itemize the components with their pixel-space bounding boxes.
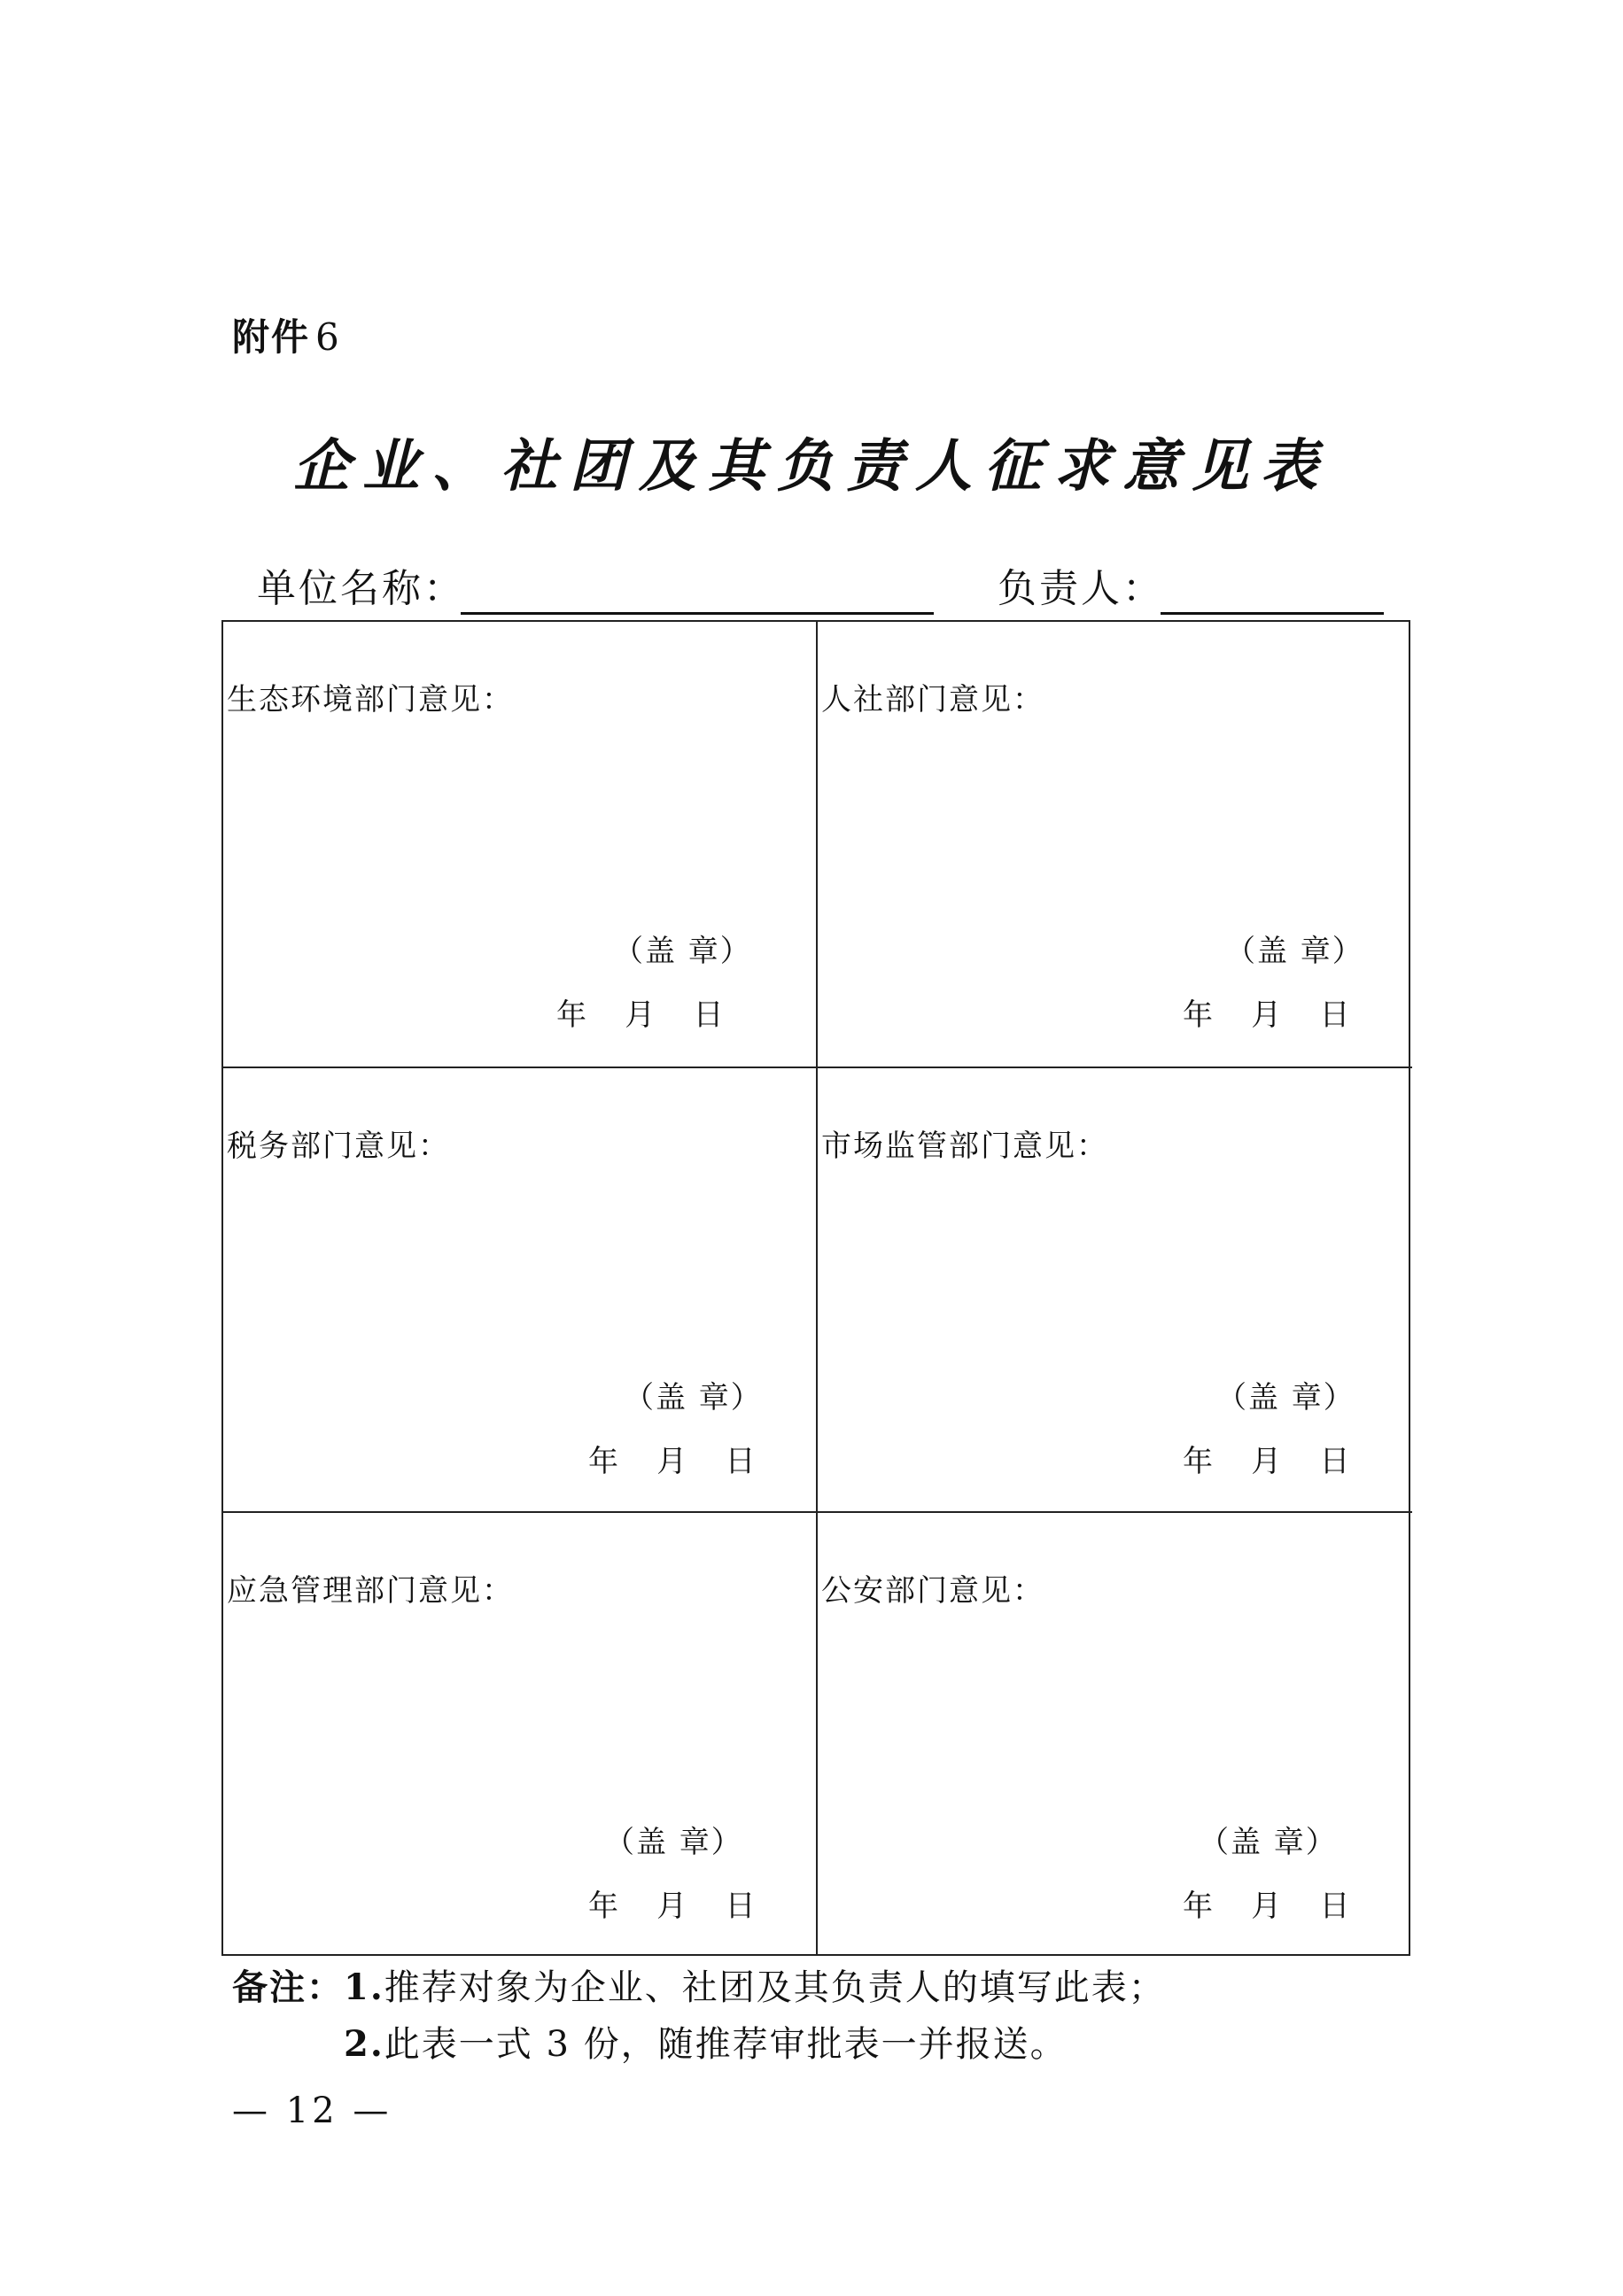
note-index: 2.	[344, 2023, 384, 2065]
seal-text: （盖 章）	[1199, 1825, 1338, 1860]
attachment-label	[232, 308, 341, 361]
date-text: 年 月 日	[1183, 1889, 1350, 1924]
date-text: 年 月 日	[556, 997, 724, 1033]
note-line-1	[232, 1959, 1166, 2016]
date-text: 年 月 日	[1183, 997, 1350, 1033]
page-number: — 12 —	[232, 2090, 392, 2131]
cell-label: 人社部门意见：	[821, 682, 1044, 718]
opinion-cell-tax[interactable]	[223, 1067, 818, 1511]
opinion-cell-hr[interactable]	[818, 622, 1412, 1067]
date-text: 年 月 日	[588, 1889, 756, 1924]
seal-text: （盖 章）	[613, 934, 752, 969]
note-line-2	[232, 2016, 1166, 2073]
seal-text: （盖 章）	[1225, 934, 1364, 969]
form-title: 企业、社团及其负责人征求意见表	[293, 433, 1330, 500]
opinion-table	[221, 620, 1410, 1956]
seal-text: （盖 章）	[624, 1380, 763, 1416]
responsible-field[interactable]	[1161, 612, 1384, 615]
attachment-text: 附件	[232, 315, 311, 359]
note-text: 推荐对象为企业、社团及其负责人的填写此表；	[384, 1967, 1166, 2008]
opinion-cell-police[interactable]	[818, 1511, 1412, 1956]
cell-label: 税务部门意见：	[227, 1129, 450, 1164]
notes-section	[232, 1959, 1166, 2073]
seal-text: （盖 章）	[1216, 1380, 1355, 1416]
cell-label: 生态环境部门意见：	[227, 682, 514, 718]
notes-lead: 备注：	[232, 1967, 344, 2008]
opinion-cell-emergency[interactable]	[223, 1511, 818, 1956]
note-index: 1.	[344, 1966, 384, 2008]
attachment-number: 6	[315, 315, 341, 359]
unit-name-field[interactable]	[461, 612, 934, 615]
unit-name-label: 单位名称：	[257, 566, 465, 611]
opinion-cell-market[interactable]	[818, 1067, 1412, 1511]
opinion-cell-ecology[interactable]	[223, 622, 818, 1067]
cell-label: 公安部门意见：	[821, 1573, 1044, 1609]
responsible-label: 负责人：	[998, 566, 1164, 611]
note-text: 此表一式 3 份，随推荐审批表一并报送。	[384, 2024, 1068, 2065]
header-fields	[257, 565, 1391, 618]
date-text: 年 月 日	[1183, 1444, 1350, 1479]
cell-label: 应急管理部门意见：	[227, 1573, 514, 1609]
seal-text: （盖 章）	[604, 1825, 743, 1860]
date-text: 年 月 日	[588, 1444, 756, 1479]
cell-label: 市场监管部门意见：	[821, 1129, 1108, 1164]
